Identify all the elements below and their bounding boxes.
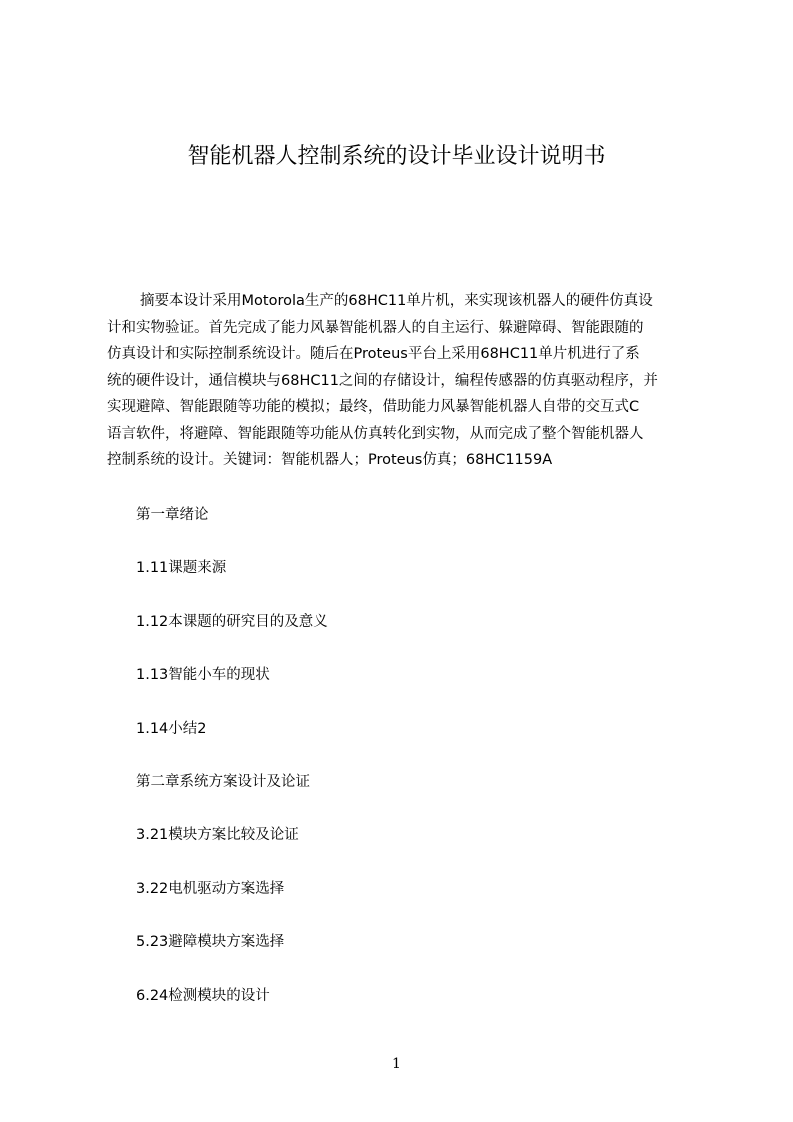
toc-chapter-heading: 第二章系统方案设计及论证 bbox=[136, 773, 310, 790]
abstract-line: 语言软件，将避障、智能跟随等功能从仿真转化到实物，从而完成了整个智能机器人 bbox=[107, 425, 644, 442]
toc-section-item: 1.12本课题的研究目的及意义 bbox=[136, 613, 328, 630]
toc-section-item: 6.24检测模块的设计 bbox=[136, 987, 270, 1004]
abstract-line: 仿真设计和实际控制系统设计。随后在Proteus平台上采用68HC11单片机进行了系 bbox=[107, 346, 640, 362]
toc-section-item: 1.14小结2 bbox=[136, 720, 207, 737]
table-of-contents bbox=[136, 502, 696, 1036]
document-title: 智能机器人控制系统的设计毕业设计说明书 bbox=[187, 144, 606, 169]
abstract-line: 计和实物验证。首先完成了能力风暴智能机器人的自主运行、躲避障碍、智能跟随的 bbox=[107, 319, 644, 336]
page-number: 1 bbox=[392, 1056, 401, 1072]
toc-section-item: 1.13智能小车的现状 bbox=[136, 667, 270, 684]
abstract-line: 统的硬件设计，通信模块与68HC11之间的存储设计，编程传感器的仿真驱动程序，并 bbox=[107, 372, 658, 389]
abstract-line: 摘要本设计采用Motorola生产的68HC11单片机，来实现该机器人的硬件仿真设 bbox=[140, 293, 653, 309]
toc-chapter-heading: 第一章绪论 bbox=[136, 507, 209, 523]
abstract-paragraph bbox=[107, 288, 697, 474]
abstract-line: 控制系统的设计。关键词：智能机器人；Proteus仿真；68HC1159A bbox=[107, 452, 553, 468]
toc-section-item: 1.11课题来源 bbox=[136, 560, 227, 577]
toc-section-item: 3.21模块方案比较及论证 bbox=[136, 827, 299, 844]
toc-section-item: 3.22电机驱动方案选择 bbox=[136, 880, 285, 897]
toc-section-item: 5.23避障模块方案选择 bbox=[136, 934, 285, 951]
abstract-line: 实现避障、智能跟随等功能的模拟；最终，借助能力风暴智能机器人自带的交互式C bbox=[107, 399, 640, 415]
